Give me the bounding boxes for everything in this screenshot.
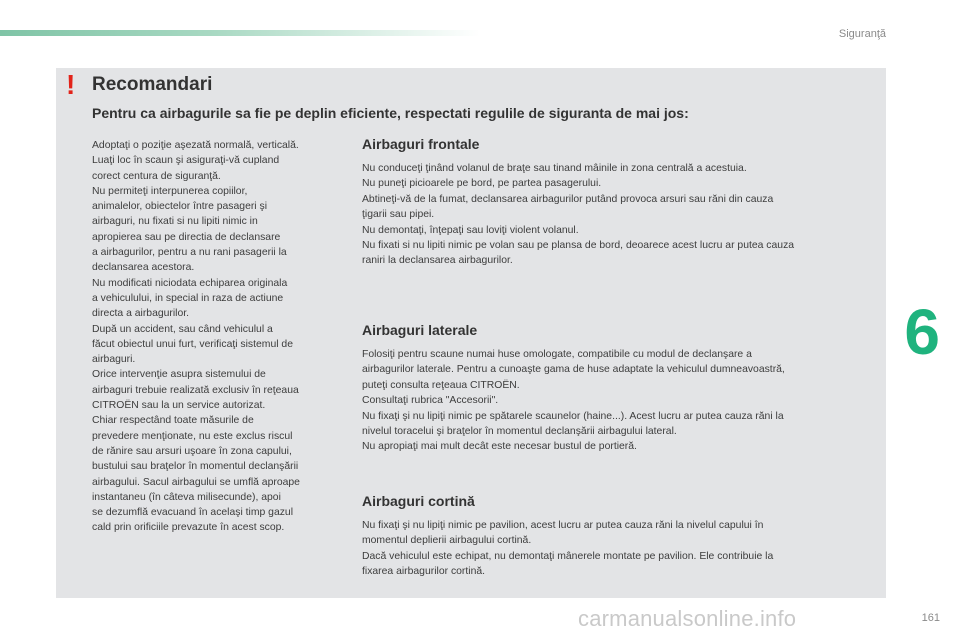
text-line: puteţi consulta reţeaua CITROËN. [362,379,520,391]
text-line: cald prin orificiile prevazute în acest scop. [92,522,285,534]
text-line: Nu apropiaţi mai mult decât este necesar bustul de portieră. [362,441,637,453]
page-number: 161 [921,612,940,624]
section-name: Siguranţă [838,28,886,40]
text-line: fixarea airbagurilor cortină. [362,566,486,578]
box-subtitle: Pentru ca airbagurile sa fie pe deplin eficiente, respectati regulile de siguranta de mai jos: [92,105,689,121]
section-frontal-airbags [362,136,877,269]
text-line: nivelul toracelui şi braţelor în momentul declanşării airbagului lateral. [362,426,677,438]
header-accent-bar [0,30,480,36]
text-line: Luaţi loc în scaun şi asiguraţi-vă cupland [92,155,280,167]
section-curtain-airbags [362,493,877,580]
text-line: apropierea sau pe directia de declansare [92,231,281,243]
text-line: directa a airbagurilor. [92,308,190,320]
text-line: Nu conduceţi ţinând volanul de braţe sau tinand mâinile in zona centrală a acestuia. [362,163,747,174]
text-line: Nu fixati si nu lipiti nimic pe volan sau pe plansa de bord, deoarece acest lucru ar putea cauza [362,240,795,252]
text-line: Folosiţi pentru scaune numai huse omologate, compatibile cu modul de declanşare a [362,349,752,360]
text-line: airbagului. Sacul airbagului se umflă aproape [92,476,300,488]
exclamation-icon: ! [66,69,76,100]
text-line: ţigarii sau pipei. [362,209,435,221]
text-line: airbagurilor laterale. Pentru a cunoaşte gama de huse adaptate la vehiculul dumneavoastră, [362,364,785,376]
text-line: declansarea acestora. [92,262,195,274]
text-line: Dacă vehiculul este echipat, nu demontaţi mânerele montate pe pavilion. Ele contribuie la [362,550,774,562]
section-heading: Airbaguri laterale [362,322,478,338]
text-line: se dezumflă evacuand în acelaşi timp gazul [92,507,293,519]
text-line: animalelor, obiectelor între pasageri şi [92,201,268,213]
text-line: CITROËN sau la un service autorizat. [92,400,266,412]
text-line: Nu modificati niciodata echiparea originala [92,277,288,289]
text-line: momentul deplierii airbagului cortină. [362,535,532,547]
text-line: prevedere menţionate, nu este exclus riscul [92,430,293,442]
text-line: airbaguri trebuie realizată exclusiv în reţeaua [92,384,299,396]
text-line: Nu fixaţi şi nu lipiţi nimic pe pavilion, acest lucru ar putea cauza răni la nivelul capului în [362,520,764,531]
text-line: airbaguri, nu fixati si nu lipiti nimic in [92,216,258,228]
text-line: Consultaţi rubrica "Accesorii". [362,395,499,407]
text-line: făcut obiectul unui furt, verificaţi sistemul de [92,338,293,350]
box-title: Recomandari [92,74,213,95]
text-line: Chiar respectând toate măsurile de [92,415,254,427]
chapter-number: 6 [904,296,940,368]
text-line: raniri la declansarea airbagurilor. [362,255,513,267]
text-line: Orice intervenţie asupra sistemului de [92,369,266,381]
text-line: Adoptaţi o poziţie aşezată normală, verticală. [92,140,299,151]
left-column-text [92,138,350,536]
section-heading: Airbaguri frontale [362,136,480,152]
text-line: a vehiculului, in special in raza de actiune [92,292,284,304]
text-line: După un accident, sau când vehiculul a [92,323,273,335]
text-line: corect centura de siguranţă. [92,170,221,182]
text-line: Nu puneţi picioarele pe bord, pe partea pasagerului. [362,178,602,190]
text-line: airbaguri. [92,354,136,366]
text-line: Nu permiteţi interpunerea copiilor, [92,185,248,197]
text-line: Nu demontaţi, înţepaţi sau loviţi violent volanul. [362,224,579,236]
text-line: instantaneu (în câteva milisecunde), apoi [92,491,281,503]
watermark: carmanualsonline.info [578,606,797,631]
text-line: de rănire sau arsuri uşoare în zona capului, [92,445,292,457]
text-line: a airbagurilor, pentru a nu rani pasagerii la [92,247,287,259]
text-line: Nu fixaţi şi nu lipiţi nimic pe spătarele scaunelor (haine...). Acest lucru ar putea cauza răni la [362,410,784,422]
text-line: bustului sau braţelor în momentul declanşării [92,461,299,473]
section-side-airbags [362,322,877,455]
section-heading: Airbaguri cortină [362,493,475,509]
text-line: Abtineţi-vă de la fumat, declansarea airbagurilor putând provoca arsuri sau răni din cauza [362,193,774,205]
